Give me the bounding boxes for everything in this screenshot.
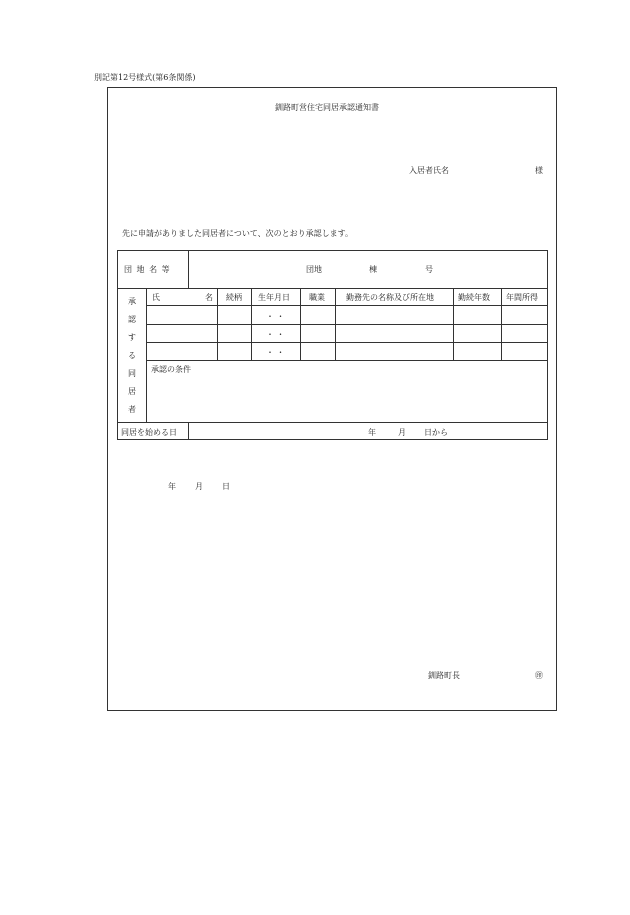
col-name-2: 名: [205, 293, 213, 302]
col-years: 勤続年数: [458, 293, 490, 302]
table-divider: [146, 342, 548, 343]
issuer-title: 釧路町長: [428, 671, 460, 680]
birthdate-placeholder: ・ ・: [266, 348, 285, 357]
start-date-label: 同居を始める日: [121, 428, 177, 437]
table-divider: [251, 288, 252, 360]
table-divider: [453, 288, 454, 360]
approved-persons-char: す: [128, 333, 136, 342]
birthdate-placeholder: ・ ・: [266, 330, 285, 339]
resident-name-label: 入居者氏名: [409, 166, 449, 175]
date-day: 日: [222, 482, 230, 491]
col-name-1: 氏: [152, 293, 160, 302]
approved-persons-char: 承: [128, 297, 136, 306]
table-divider: [300, 288, 301, 360]
honorific: 様: [535, 166, 543, 175]
form-number-note: 別記第12号様式(第6条関係): [94, 73, 196, 82]
table-divider: [146, 324, 548, 325]
col-income: 年間所得: [506, 293, 538, 302]
col-workplace: 勤務先の名称及び所在地: [346, 293, 434, 302]
table-divider: [146, 360, 548, 361]
approval-table: [117, 250, 548, 440]
approved-persons-char: 居: [128, 387, 136, 396]
intro-text: 先に申請がありました同居者について、次のとおり承認します。: [122, 229, 354, 238]
table-divider: [188, 250, 189, 288]
table-divider: [335, 288, 336, 360]
start-year: 年: [368, 428, 376, 437]
approved-persons-char: 認: [128, 315, 136, 324]
estate-unit-number: 号: [425, 265, 433, 274]
col-birthdate: 生年月日: [258, 293, 290, 302]
table-divider: [117, 422, 548, 423]
table-divider: [188, 422, 189, 440]
date-month: 月: [195, 482, 203, 491]
form-title: 釧路町営住宅同居承認通知書: [275, 103, 379, 112]
conditions-label: 承認の条件: [151, 365, 191, 374]
table-divider: [117, 288, 548, 289]
approved-persons-char: 同: [128, 369, 136, 378]
table-divider: [146, 305, 548, 306]
start-month: 月: [398, 428, 406, 437]
estate-unit-building: 棟: [369, 265, 377, 274]
start-day: 日から: [424, 428, 448, 437]
estate-unit-danchi: 団地: [306, 265, 322, 274]
table-divider: [501, 288, 502, 360]
estate-label: 団 地 名 等: [124, 265, 171, 274]
birthdate-placeholder: ・ ・: [266, 312, 285, 321]
table-divider: [217, 288, 218, 360]
date-year: 年: [168, 482, 176, 491]
col-occupation: 職業: [309, 293, 325, 302]
table-divider: [146, 288, 147, 422]
col-relation: 続柄: [226, 293, 242, 302]
approved-persons-char: 者: [128, 405, 136, 414]
seal-mark: ㊞: [535, 671, 543, 680]
approved-persons-char: る: [128, 351, 136, 360]
